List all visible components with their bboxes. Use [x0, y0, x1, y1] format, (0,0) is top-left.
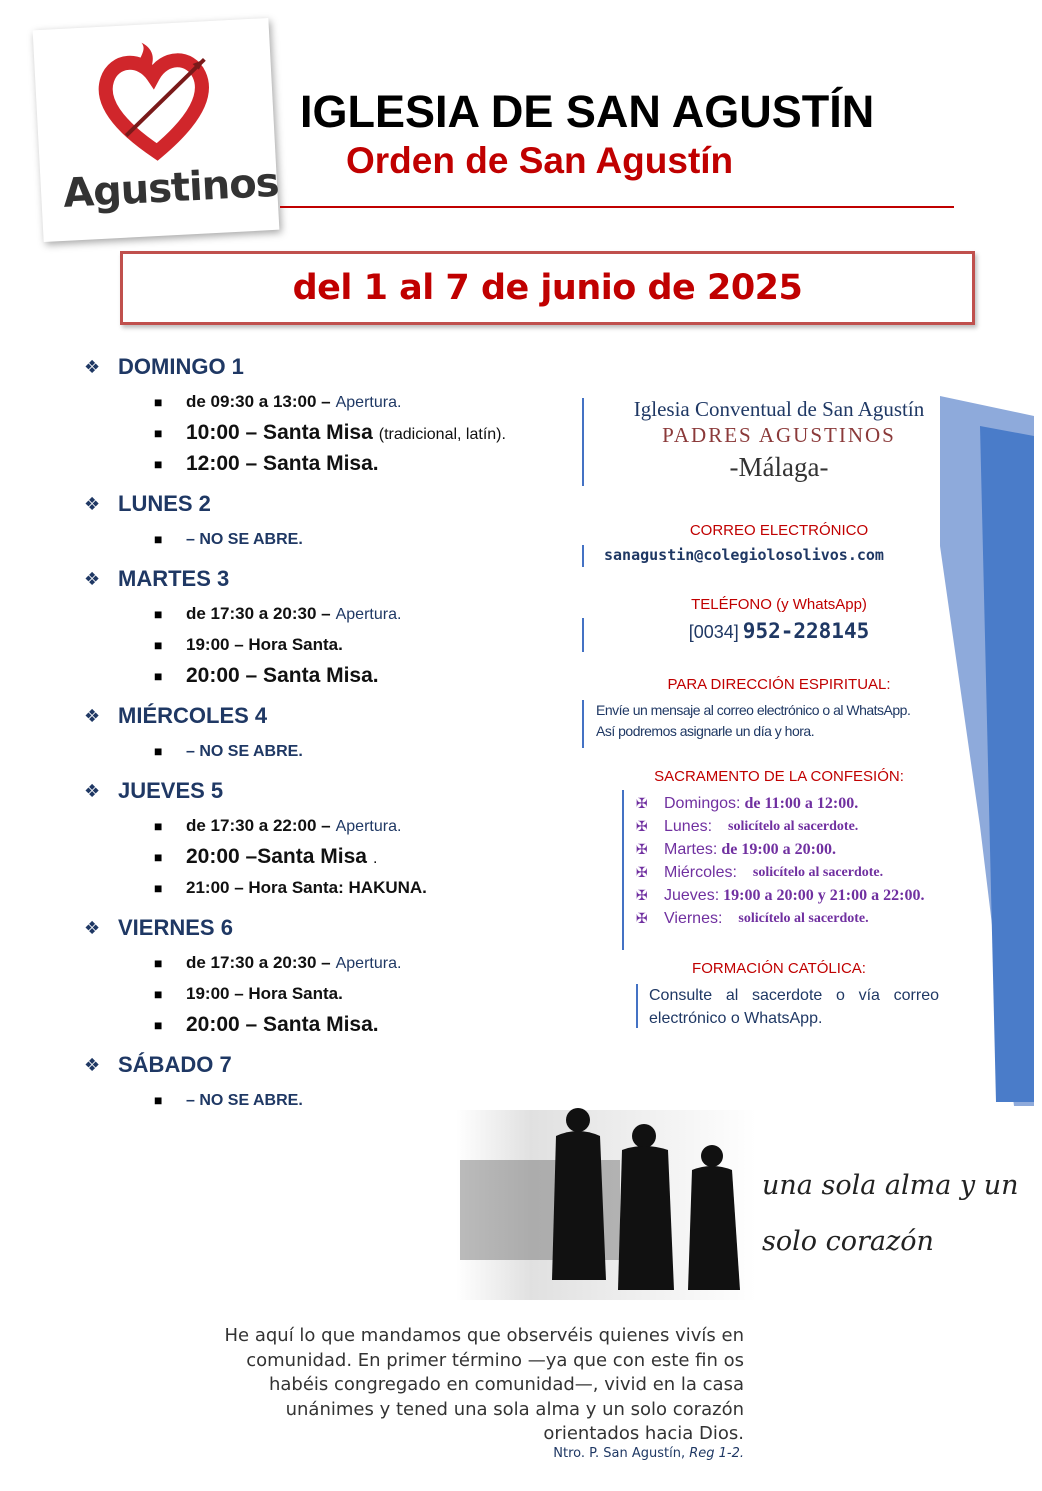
spiritual-label: PARA DIRECCIÓN ESPIRITUAL:	[667, 676, 891, 693]
church-order: PADRES AGUSTINOS	[662, 423, 896, 447]
confession-label: SACRAMENTO DE LA CONFESIÓN:	[654, 768, 904, 785]
square-bullet-icon: ■	[154, 636, 163, 653]
motto-line-1: una sola alma y un	[762, 1170, 1019, 1201]
schedule-item	[154, 598, 564, 629]
schedule-item	[154, 629, 564, 660]
quote-citation	[440, 1446, 744, 1461]
item-desc: Apertura.	[335, 393, 402, 411]
confession-item	[636, 884, 976, 907]
schedule-item	[154, 523, 564, 554]
day-heading	[84, 776, 564, 806]
square-bullet-icon: ■	[154, 667, 163, 684]
day-items	[154, 386, 564, 479]
quote-source: Reg 1-2.	[689, 1446, 744, 1461]
cross-pattee-icon: ✠	[636, 864, 648, 880]
day-items	[154, 598, 564, 691]
day-heading	[84, 564, 564, 594]
date-range: del 1 al 7 de junio de 2025	[292, 268, 803, 308]
page-subtitle: Orden de San Agustín	[346, 140, 734, 181]
day-heading	[84, 701, 564, 731]
item-time-text: de 09:30 a 13:00 –	[186, 391, 331, 411]
confession-time: de 19:00 a 20:00.	[721, 840, 836, 858]
schedule-item	[154, 810, 564, 841]
diamond-bullet-icon: ❖	[84, 705, 101, 726]
divider-bar	[582, 618, 584, 652]
quote-line: orientados hacia Dios.	[543, 1423, 744, 1444]
schedule-item	[154, 947, 564, 978]
divider-bar	[582, 700, 584, 748]
divider-bar	[582, 545, 584, 567]
divider-bar	[622, 790, 624, 950]
item-time	[186, 604, 401, 624]
day-items	[154, 735, 564, 766]
confession-day: Miércoles:	[664, 863, 737, 881]
confession-day: Lunes:	[664, 817, 713, 835]
diamond-bullet-icon: ❖	[84, 356, 101, 377]
quote-line: unánimes y tened una sola alma y un solo corazón	[285, 1398, 744, 1420]
confession-day: Viernes:	[664, 909, 723, 927]
square-bullet-icon: ■	[154, 424, 163, 441]
confession-item	[636, 861, 976, 884]
phone-label: TELÉFONO (y WhatsApp)	[691, 596, 867, 613]
phone-number[interactable]	[604, 619, 954, 643]
item-time-text: 20:00 – Santa Misa.	[186, 1012, 379, 1036]
schedule-item	[154, 417, 564, 448]
confession-time: solicítelo al sacerdote.	[728, 818, 859, 834]
square-bullet-icon: ■	[154, 455, 163, 472]
confession-time: de 11:00 a 12:00.	[744, 794, 859, 812]
schedule-item	[154, 660, 564, 691]
square-bullet-icon: ■	[154, 393, 163, 410]
item-note: (tradicional, latín).	[378, 425, 506, 443]
item-time	[186, 421, 506, 445]
square-bullet-icon: ■	[154, 879, 163, 896]
item-time	[186, 1013, 379, 1037]
day-name: SÁBADO 7	[118, 1052, 232, 1077]
day-items	[154, 947, 564, 1040]
day-items	[154, 810, 564, 903]
phone-prefix: [0034]	[688, 622, 739, 642]
day-items	[154, 523, 564, 554]
schedule-day	[84, 352, 564, 479]
diamond-bullet-icon: ❖	[84, 780, 101, 801]
schedule-item	[154, 872, 564, 903]
confession-item	[636, 815, 976, 838]
confession-day: Domingos:	[664, 794, 741, 812]
item-time-text: de 17:30 a 22:00 –	[186, 815, 331, 835]
item-time-text: 20:00 –Santa Misa	[186, 844, 367, 868]
date-range-box	[120, 251, 975, 325]
item-time	[186, 816, 401, 836]
confession-time: solicítelo al sacerdote.	[738, 910, 869, 926]
item-desc: Apertura.	[335, 954, 402, 972]
item-desc: Apertura.	[335, 817, 402, 835]
item-desc: Apertura.	[335, 605, 402, 623]
phone-digits: 952-228145	[742, 619, 870, 643]
diamond-bullet-icon: ❖	[84, 917, 101, 938]
schedule-item	[154, 386, 564, 417]
quote-line: comunidad. En primer término —ya que con este fin os	[246, 1349, 744, 1371]
item-time-text: 19:00 – Hora Santa.	[186, 634, 343, 654]
schedule-day	[84, 701, 564, 766]
day-name: MIÉRCOLES 4	[118, 703, 268, 728]
confession-item	[636, 838, 976, 861]
item-time-text: 19:00 – Hora Santa.	[186, 983, 343, 1003]
item-time-text: 12:00 – Santa Misa.	[186, 451, 379, 475]
day-name: DOMINGO 1	[118, 354, 244, 379]
schedule-item	[154, 1009, 564, 1040]
day-heading	[84, 913, 564, 943]
confession-day: Jueves:	[664, 886, 720, 904]
cross-pattee-icon: ✠	[636, 795, 648, 811]
page-title: IGLESIA DE SAN AGUSTÍN	[300, 86, 875, 137]
item-time-text: 10:00 – Santa Misa	[186, 420, 373, 444]
square-bullet-icon: ■	[154, 848, 163, 865]
diamond-bullet-icon: ❖	[84, 493, 101, 514]
day-name: MARTES 3	[118, 566, 230, 591]
spiritual-line-1: Envíe un mensaje al correo electrónico o al WhatsApp.	[596, 702, 911, 718]
item-time	[186, 845, 377, 869]
blue-ribbon-decoration	[940, 396, 1034, 1106]
square-bullet-icon: ■	[154, 954, 163, 971]
schedule-item	[154, 735, 564, 766]
diamond-bullet-icon: ❖	[84, 568, 101, 589]
confession-time: solicítelo al sacerdote.	[752, 864, 884, 880]
cross-pattee-icon: ✠	[636, 910, 648, 926]
item-time-text: 21:00 – Hora Santa: HAKUNA.	[186, 877, 427, 897]
logo-wordmark: Agustinos	[62, 159, 280, 217]
confession-time: 19:00 a 20:00 y 21:00 a 22:00.	[723, 886, 925, 904]
rule-quote	[140, 1324, 744, 1447]
divider-bar	[636, 984, 638, 1028]
email-label: CORREO ELECTRÓNICO	[689, 522, 869, 539]
motto	[762, 1158, 1032, 1270]
day-heading	[84, 352, 564, 382]
day-heading	[84, 489, 564, 519]
item-time	[186, 392, 401, 412]
church-city: -Málaga-	[729, 452, 829, 482]
item-time	[186, 452, 379, 476]
weekly-schedule	[84, 352, 564, 1125]
item-time-text: de 17:30 a 20:30 –	[186, 603, 331, 623]
day-name: VIERNES 6	[118, 915, 233, 940]
schedule-day	[84, 564, 564, 691]
confession-item	[636, 792, 976, 815]
schedule-item	[154, 448, 564, 479]
email-link[interactable]: sanagustin@colegiolosolivos.com	[604, 546, 884, 564]
formation-text: Consulte al sacerdote o vía correo electrónico o WhatsApp.	[649, 987, 939, 1027]
square-bullet-icon: ■	[154, 1091, 163, 1108]
schedule-day	[84, 776, 564, 903]
schedule-item	[154, 841, 564, 872]
cross-pattee-icon: ✠	[636, 841, 648, 857]
cross-pattee-icon: ✠	[636, 887, 648, 903]
item-time-text: 20:00 – Santa Misa.	[186, 663, 379, 687]
square-bullet-icon: ■	[154, 985, 163, 1002]
spiritual-text	[596, 700, 976, 742]
item-note: .	[372, 849, 378, 867]
confession-day: Martes:	[664, 840, 718, 858]
closed-notice: – NO SE ABRE.	[186, 742, 303, 760]
confession-item	[636, 907, 976, 930]
item-time-text: de 17:30 a 20:30 –	[186, 952, 331, 972]
quote-line: habéis congregado en comunidad—, vivid en la casa	[268, 1374, 744, 1395]
spiritual-line-2: Así podremos asignarle un día y hora.	[596, 723, 815, 739]
square-bullet-icon: ■	[154, 742, 163, 759]
item-time	[186, 664, 379, 688]
quote-line: He aquí lo que mandamos que observéis quienes vivís en	[224, 1325, 744, 1346]
square-bullet-icon: ■	[154, 817, 163, 834]
divider-bar	[582, 398, 584, 486]
closed-notice: – NO SE ABRE.	[186, 1091, 303, 1109]
church-name: Iglesia Conventual de San Agustín	[633, 397, 925, 421]
square-bullet-icon: ■	[154, 530, 163, 547]
diamond-bullet-icon: ❖	[84, 1054, 101, 1075]
cross-pattee-icon: ✠	[636, 818, 648, 834]
item-time	[186, 953, 401, 973]
square-bullet-icon: ■	[154, 605, 163, 622]
item-time	[186, 635, 343, 655]
day-heading	[84, 1050, 564, 1080]
schedule-item	[154, 978, 564, 1009]
item-time	[186, 878, 427, 898]
day-name: LUNES 2	[118, 491, 211, 516]
square-bullet-icon: ■	[154, 1016, 163, 1033]
day-name: JUEVES 5	[118, 778, 224, 803]
schedule-day	[84, 913, 564, 1040]
schedule-day	[84, 489, 564, 554]
confession-list	[636, 792, 976, 930]
item-time	[186, 984, 343, 1004]
agustinos-logo	[33, 18, 280, 242]
header-divider	[280, 206, 954, 208]
formation-label: FORMACIÓN CATÓLICA:	[692, 960, 866, 977]
quote-author: Ntro. P. San Agustín,	[553, 1446, 686, 1461]
friars-photo	[456, 1090, 756, 1300]
closed-notice: – NO SE ABRE.	[186, 530, 303, 548]
motto-line-2: solo corazón	[762, 1226, 934, 1257]
flaming-heart-arrow-icon	[91, 39, 217, 165]
